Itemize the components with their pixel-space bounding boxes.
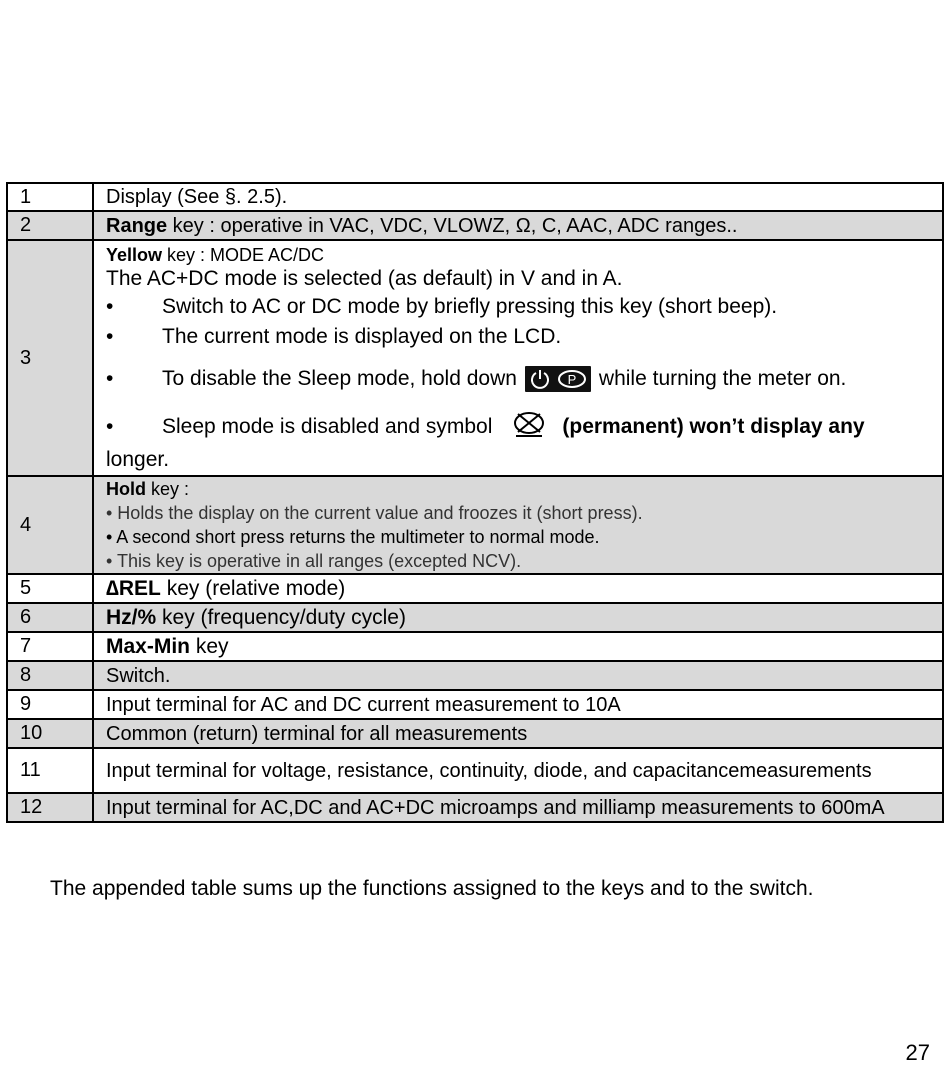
row-description	[93, 603, 943, 632]
table-row	[7, 476, 943, 574]
row-description: Input terminal for voltage, resistance, continuity, diode, and capacitancemeasurements	[93, 748, 943, 793]
key-name: Hold	[106, 479, 146, 499]
bullet-text: Switch to AC or DC mode by briefly pressing this key (short beep).	[162, 295, 778, 318]
power-p-key-icon	[525, 366, 591, 392]
table-row	[7, 603, 943, 632]
row-description	[93, 240, 943, 476]
key-name: Hz/%	[106, 605, 157, 629]
list-item	[106, 406, 942, 448]
key-name: Yellow	[106, 245, 163, 265]
row-description: Input terminal for AC,DC and AC+DC microamps and milliamp measurements to 600mA	[93, 793, 943, 822]
row-number: 9	[7, 690, 93, 719]
row-description	[93, 632, 943, 661]
page-number: 27	[905, 1040, 930, 1065]
row-number: 1	[7, 183, 93, 211]
key-name: Max-Min	[106, 634, 190, 658]
table-row	[7, 574, 943, 603]
row-number: 10	[7, 719, 93, 748]
sleep-clock-icon	[510, 410, 548, 444]
row-number: 7	[7, 632, 93, 661]
footer-sentence: The appended table sums up the functions assigned to the keys and to the switch.	[50, 877, 814, 900]
bullet: •	[106, 295, 114, 318]
row-description: Common (return) terminal for all measurements	[93, 719, 943, 748]
row-number: 6	[7, 603, 93, 632]
key-description: key :	[146, 479, 190, 499]
key-description: key (frequency/duty cycle)	[156, 605, 406, 629]
bullet-text: The current mode is displayed on the LCD.	[162, 325, 562, 348]
functions-table	[6, 182, 944, 823]
row-heading	[106, 244, 942, 266]
bullet-text: while turning the meter on.	[598, 367, 847, 390]
bullet-text: (permanent) won’t display any	[562, 415, 865, 438]
list-item	[106, 322, 942, 352]
key-description: key (relative mode)	[160, 576, 346, 600]
list-item: • This key is operative in all ranges (excepted NCV).	[106, 551, 522, 571]
row-number: 12	[7, 793, 93, 822]
row-number: 11	[7, 748, 93, 793]
key-description: key : MODE AC/DC	[162, 245, 325, 265]
bullet-text: Sleep mode is disabled and symbol	[162, 415, 493, 438]
row-number: 3	[7, 240, 93, 476]
table-row	[7, 632, 943, 661]
row-tail: longer.	[106, 448, 170, 471]
list-item: • A second short press returns the multimeter to normal mode.	[106, 527, 600, 547]
row-intro: The AC+DC mode is selected (as default) in V and in A.	[106, 267, 623, 290]
row-description	[93, 574, 943, 603]
row-number: 5	[7, 574, 93, 603]
key-description: key	[190, 634, 229, 658]
table-row	[7, 211, 943, 240]
key-description: key : operative in VAC, VDC, VLOWZ, Ω, C, AAC, ADC ranges..	[167, 214, 738, 237]
svg-text:P: P	[567, 372, 577, 387]
table-row	[7, 690, 943, 719]
table-row	[7, 240, 943, 476]
row-number: 4	[7, 476, 93, 574]
row-description	[93, 476, 943, 574]
list-item	[106, 352, 942, 406]
bullet-text: To disable the Sleep mode, hold down	[162, 367, 517, 390]
bullet: •	[106, 325, 114, 348]
table-row	[7, 661, 943, 690]
row-number: 8	[7, 661, 93, 690]
row-description: Switch.	[93, 661, 943, 690]
row-description: Input terminal for AC and DC current measurement to 10A	[93, 690, 943, 719]
bullet: •	[106, 367, 114, 390]
row-description: Display (See §. 2.5).	[93, 183, 943, 211]
table-row	[7, 719, 943, 748]
bullet: •	[106, 415, 114, 438]
list-item: • Holds the display on the current value and froozes it (short press).	[106, 503, 643, 523]
table-row	[7, 748, 943, 793]
row-heading	[106, 477, 942, 501]
table-row	[7, 793, 943, 822]
list-item	[106, 292, 942, 322]
key-name: ∆REL	[106, 576, 161, 600]
table-row	[7, 183, 943, 211]
row-number: 2	[7, 211, 93, 240]
row-description	[93, 211, 943, 240]
key-name: Range	[106, 214, 168, 237]
